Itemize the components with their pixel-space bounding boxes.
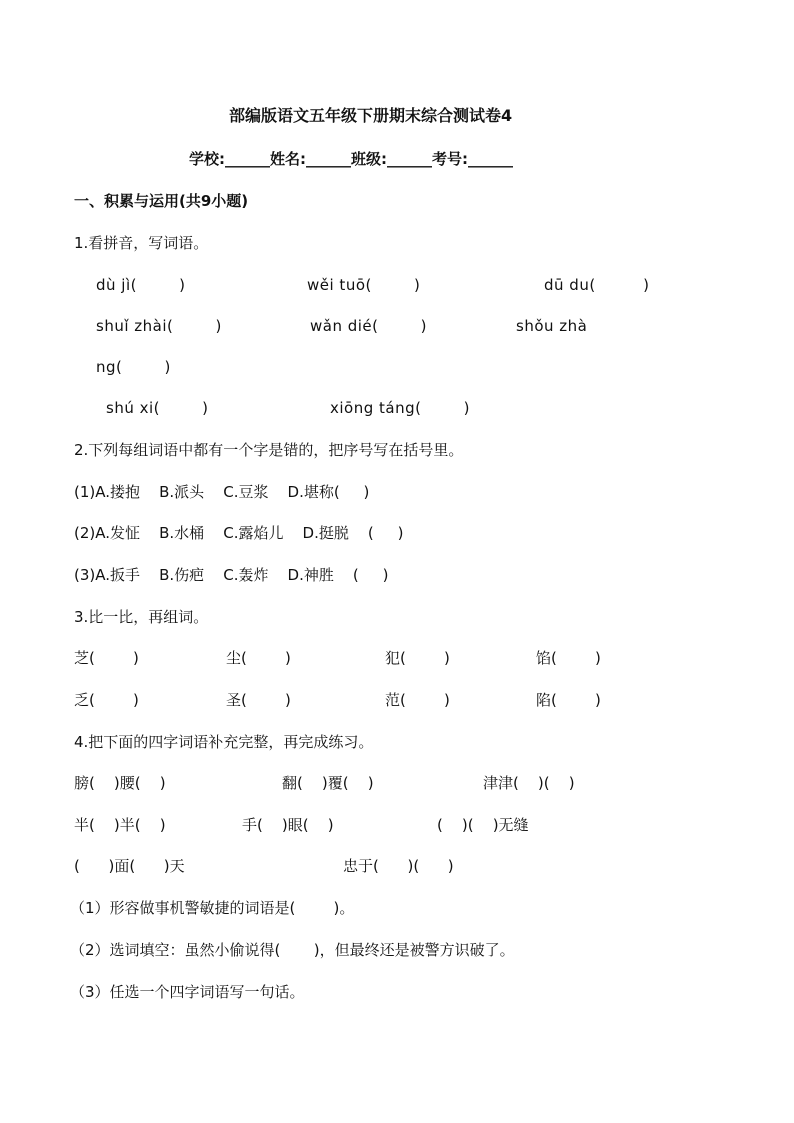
question-2-title: 2.下列每组词语中都有一个字是错的，把序号写在括号里。 bbox=[74, 441, 464, 459]
compare-item: 陷( ) bbox=[536, 691, 601, 709]
idiom-item: 翻( )覆( ) bbox=[282, 774, 374, 792]
choice-row: (3)A.扳手 B.伤疤 C.轰炸 D.神胜 ( ) bbox=[74, 566, 389, 584]
compare-item: 尘( ) bbox=[226, 649, 291, 667]
idiom-item: 手( )眼( ) bbox=[242, 816, 334, 834]
pinyin-item: xiōng táng( ) bbox=[330, 399, 470, 417]
idiom-item: 膀( )腰( ) bbox=[74, 774, 166, 792]
compare-item: 乏( ) bbox=[74, 691, 139, 709]
sub-question: （3）任选一个四字词语写一句话。 bbox=[70, 983, 305, 1001]
idiom-item: 半( )半( ) bbox=[74, 816, 166, 834]
compare-item: 范( ) bbox=[385, 691, 450, 709]
question-4-title: 4.把下面的四字词语补充完整，再完成练习。 bbox=[74, 733, 374, 751]
section-heading: 一、积累与运用(共9小题) bbox=[74, 192, 249, 210]
page-title: 部编版语文五年级下册期末综合测试卷4 bbox=[229, 106, 513, 125]
choice-row: (2)A.发怔 B.水桶 C.露焰儿 D.挺脱 ( ) bbox=[74, 524, 404, 542]
compare-item: 圣( ) bbox=[226, 691, 291, 709]
compare-item: 芝( ) bbox=[74, 649, 139, 667]
pinyin-item: shǒu zhà bbox=[516, 317, 588, 335]
question-1-title: 1.看拼音，写词语。 bbox=[74, 234, 209, 252]
idiom-item: 津津( )( ) bbox=[483, 774, 575, 792]
idiom-item: ( )( )无缝 bbox=[437, 816, 529, 834]
sub-question: （2）选词填空：虽然小偷说得( )，但最终还是被警方识破了。 bbox=[70, 941, 515, 959]
choice-row: (1)A.搂抱 B.派头 C.豆浆 D.堪称( ) bbox=[74, 483, 370, 501]
pinyin-item: dū du( ) bbox=[544, 276, 650, 294]
pinyin-item: shú xi( ) bbox=[106, 399, 209, 417]
pinyin-item: dù jì( ) bbox=[96, 276, 186, 294]
pinyin-item: shuǐ zhài( ) bbox=[96, 317, 222, 335]
idiom-item: 忠于( )( ) bbox=[343, 857, 454, 875]
sub-question: （1）形容做事机警敏捷的词语是( )。 bbox=[70, 899, 355, 917]
question-3-title: 3.比一比，再组词。 bbox=[74, 608, 209, 626]
compare-item: 犯( ) bbox=[385, 649, 450, 667]
pinyin-item: wǎn dié( ) bbox=[310, 317, 428, 335]
student-info-line: 学校:______姓名:______班级:______考号:______ bbox=[189, 150, 513, 168]
compare-item: 馅( ) bbox=[536, 649, 601, 667]
idiom-item: ( )面( )天 bbox=[74, 857, 185, 875]
pinyin-item: ng( ) bbox=[96, 358, 171, 376]
pinyin-item: wěi tuō( ) bbox=[307, 276, 421, 294]
